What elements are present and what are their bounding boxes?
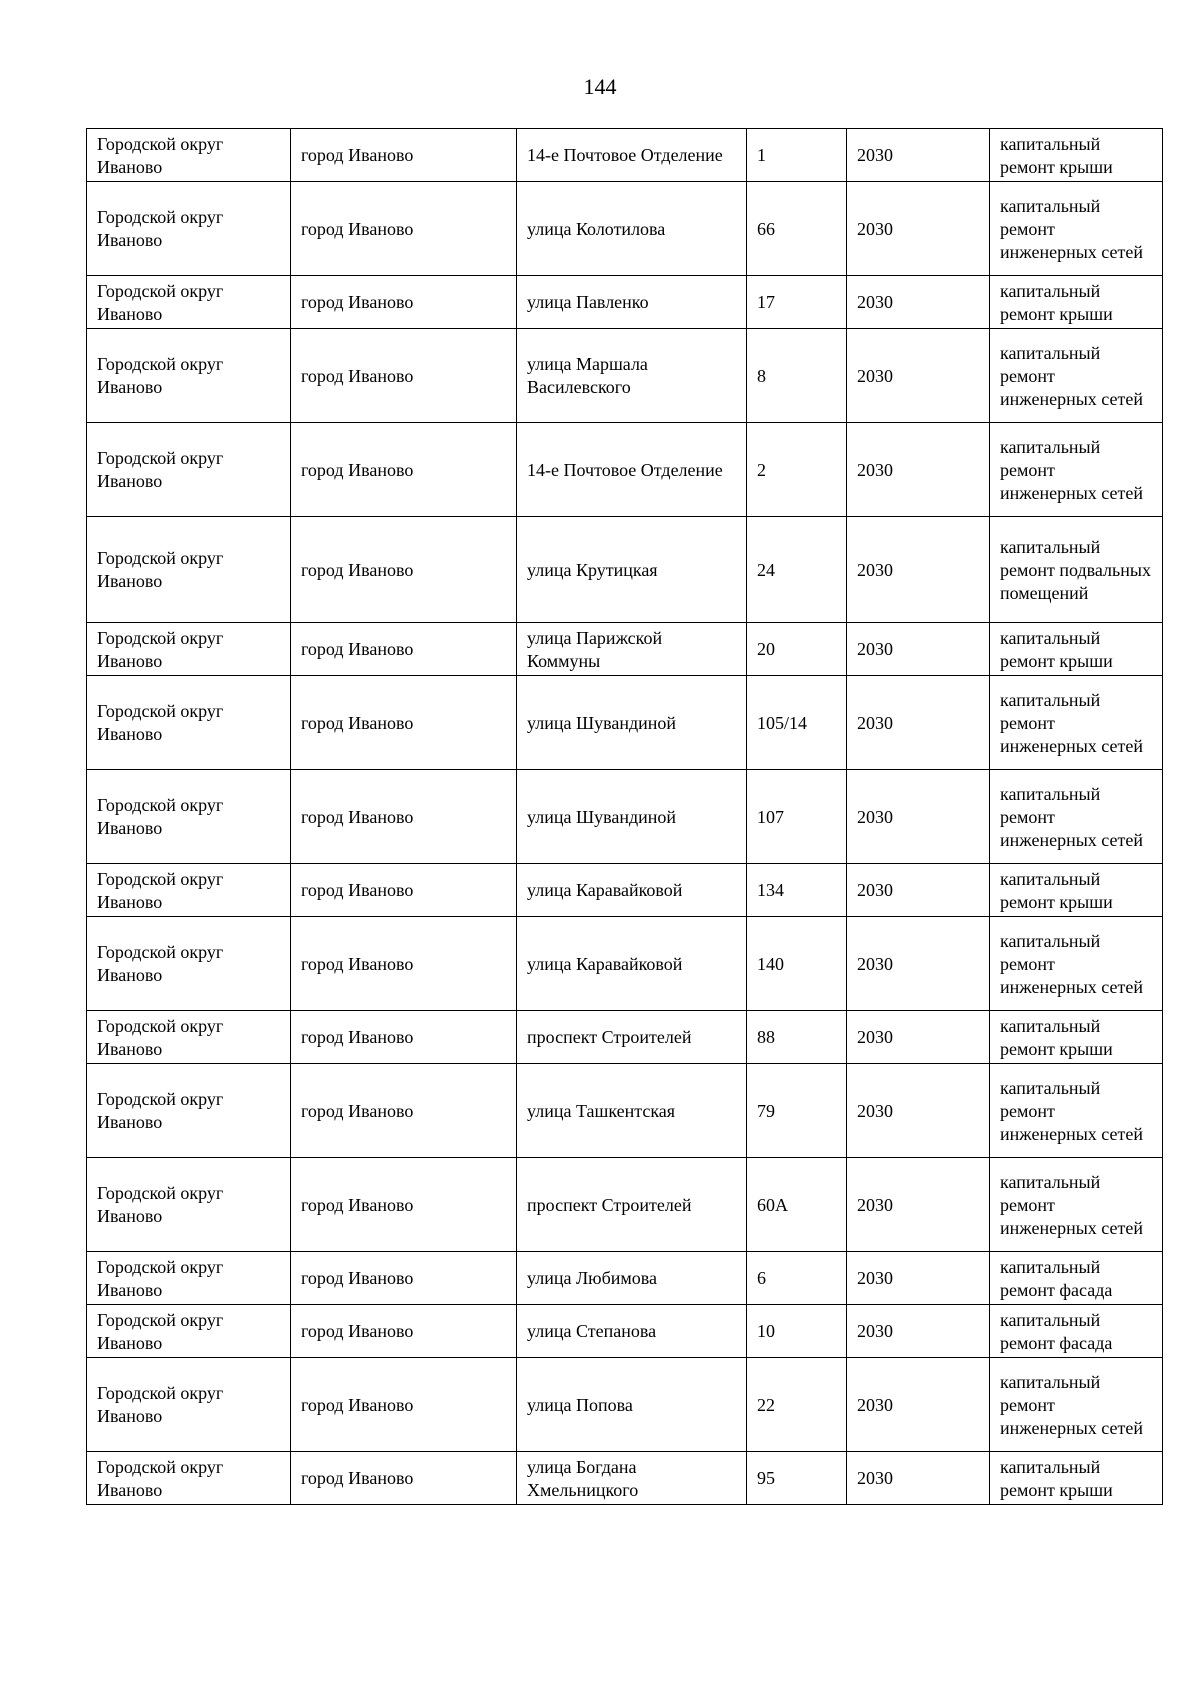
- table-row: [87, 864, 1163, 917]
- cell-district: Городской округ Иваново: [87, 329, 291, 423]
- cell-district: Городской округ Иваново: [87, 917, 291, 1011]
- cell-street: улица Каравайковой: [517, 917, 747, 1011]
- cell-district: Городской округ Иваново: [87, 1358, 291, 1452]
- cell-work-type: капитальный ремонт инженерных сетей: [990, 1358, 1163, 1452]
- cell-work-type: капитальный ремонт крыши: [990, 1011, 1163, 1064]
- cell-house: 17: [747, 276, 847, 329]
- cell-house: 95: [747, 1452, 847, 1505]
- cell-locality: город Иваново: [291, 423, 517, 517]
- cell-year: 2030: [847, 864, 990, 917]
- cell-district: Городской округ Иваново: [87, 423, 291, 517]
- cell-work-type: капитальный ремонт крыши: [990, 623, 1163, 676]
- cell-street: 14-е Почтовое Отделение: [517, 423, 747, 517]
- cell-street: улица Любимова: [517, 1252, 747, 1305]
- cell-work-type: капитальный ремонт инженерных сетей: [990, 917, 1163, 1011]
- cell-house: 79: [747, 1064, 847, 1158]
- cell-house: 6: [747, 1252, 847, 1305]
- table-row: [87, 329, 1163, 423]
- cell-year: 2030: [847, 1158, 990, 1252]
- cell-work-type: капитальный ремонт крыши: [990, 1452, 1163, 1505]
- cell-house: 88: [747, 1011, 847, 1064]
- cell-house: 107: [747, 770, 847, 864]
- table-row: [87, 1158, 1163, 1252]
- cell-year: 2030: [847, 917, 990, 1011]
- cell-house: 8: [747, 329, 847, 423]
- cell-district: Городской округ Иваново: [87, 676, 291, 770]
- cell-house: 140: [747, 917, 847, 1011]
- table-row: [87, 917, 1163, 1011]
- cell-work-type: капитальный ремонт инженерных сетей: [990, 329, 1163, 423]
- table-row: [87, 1064, 1163, 1158]
- table-row: [87, 1305, 1163, 1358]
- cell-house: 10: [747, 1305, 847, 1358]
- cell-house: 134: [747, 864, 847, 917]
- cell-work-type: капитальный ремонт инженерных сетей: [990, 676, 1163, 770]
- cell-house: 66: [747, 182, 847, 276]
- table-row: [87, 1358, 1163, 1452]
- table-row: [87, 276, 1163, 329]
- cell-street: улица Богдана Хмельницкого: [517, 1452, 747, 1505]
- cell-street: 14-е Почтовое Отделение: [517, 129, 747, 182]
- cell-year: 2030: [847, 517, 990, 623]
- cell-house: 105/14: [747, 676, 847, 770]
- cell-street: улица Маршала Василевского: [517, 329, 747, 423]
- cell-year: 2030: [847, 1064, 990, 1158]
- cell-work-type: капитальный ремонт подвальных помещений: [990, 517, 1163, 623]
- cell-district: Городской округ Иваново: [87, 517, 291, 623]
- cell-locality: город Иваново: [291, 676, 517, 770]
- cell-street: улица Шувандиной: [517, 676, 747, 770]
- table-row: [87, 129, 1163, 182]
- table-row: [87, 1452, 1163, 1505]
- cell-district: Городской округ Иваново: [87, 770, 291, 864]
- cell-house: 24: [747, 517, 847, 623]
- table-row: [87, 1011, 1163, 1064]
- cell-year: 2030: [847, 1252, 990, 1305]
- table-row: [87, 623, 1163, 676]
- cell-locality: город Иваново: [291, 623, 517, 676]
- cell-house: 1: [747, 129, 847, 182]
- cell-street: улица Крутицкая: [517, 517, 747, 623]
- cell-locality: город Иваново: [291, 182, 517, 276]
- cell-work-type: капитальный ремонт фасада: [990, 1252, 1163, 1305]
- cell-year: 2030: [847, 676, 990, 770]
- page-number: 144: [583, 74, 617, 99]
- cell-street: улица Колотилова: [517, 182, 747, 276]
- table-row: [87, 182, 1163, 276]
- cell-district: Городской округ Иваново: [87, 129, 291, 182]
- cell-locality: город Иваново: [291, 1252, 517, 1305]
- cell-district: Городской округ Иваново: [87, 276, 291, 329]
- cell-year: 2030: [847, 770, 990, 864]
- cell-year: 2030: [847, 1305, 990, 1358]
- cell-year: 2030: [847, 276, 990, 329]
- cell-year: 2030: [847, 129, 990, 182]
- cell-work-type: капитальный ремонт инженерных сетей: [990, 1158, 1163, 1252]
- cell-work-type: капитальный ремонт инженерных сетей: [990, 1064, 1163, 1158]
- cell-work-type: капитальный ремонт крыши: [990, 276, 1163, 329]
- cell-locality: город Иваново: [291, 1358, 517, 1452]
- cell-district: Городской округ Иваново: [87, 864, 291, 917]
- cell-locality: город Иваново: [291, 1158, 517, 1252]
- cell-work-type: капитальный ремонт фасада: [990, 1305, 1163, 1358]
- cell-street: улица Ташкентская: [517, 1064, 747, 1158]
- table-row: [87, 517, 1163, 623]
- cell-year: 2030: [847, 1358, 990, 1452]
- cell-year: 2030: [847, 1011, 990, 1064]
- table-row: [87, 1252, 1163, 1305]
- cell-locality: город Иваново: [291, 770, 517, 864]
- cell-locality: город Иваново: [291, 276, 517, 329]
- table-row: [87, 676, 1163, 770]
- cell-house: 22: [747, 1358, 847, 1452]
- cell-locality: город Иваново: [291, 864, 517, 917]
- cell-street: проспект Строителей: [517, 1011, 747, 1064]
- cell-work-type: капитальный ремонт инженерных сетей: [990, 182, 1163, 276]
- cell-district: Городской округ Иваново: [87, 1064, 291, 1158]
- cell-street: улица Шувандиной: [517, 770, 747, 864]
- cell-locality: город Иваново: [291, 917, 517, 1011]
- cell-locality: город Иваново: [291, 1011, 517, 1064]
- cell-work-type: капитальный ремонт инженерных сетей: [990, 770, 1163, 864]
- cell-house: 20: [747, 623, 847, 676]
- cell-district: Городской округ Иваново: [87, 1011, 291, 1064]
- repair-schedule-table: [86, 128, 1163, 1505]
- cell-street: улица Степанова: [517, 1305, 747, 1358]
- table-row: [87, 423, 1163, 517]
- cell-street: улица Попова: [517, 1358, 747, 1452]
- cell-district: Городской округ Иваново: [87, 182, 291, 276]
- cell-locality: город Иваново: [291, 517, 517, 623]
- cell-street: улица Парижской Коммуны: [517, 623, 747, 676]
- table-row: [87, 770, 1163, 864]
- cell-locality: город Иваново: [291, 1305, 517, 1358]
- cell-street: улица Павленко: [517, 276, 747, 329]
- cell-locality: город Иваново: [291, 329, 517, 423]
- cell-year: 2030: [847, 623, 990, 676]
- cell-house: 60А: [747, 1158, 847, 1252]
- cell-work-type: капитальный ремонт инженерных сетей: [990, 423, 1163, 517]
- cell-locality: город Иваново: [291, 1064, 517, 1158]
- cell-house: 2: [747, 423, 847, 517]
- cell-year: 2030: [847, 423, 990, 517]
- cell-work-type: капитальный ремонт крыши: [990, 864, 1163, 917]
- cell-district: Городской округ Иваново: [87, 1252, 291, 1305]
- cell-district: Городской округ Иваново: [87, 1452, 291, 1505]
- cell-locality: город Иваново: [291, 1452, 517, 1505]
- cell-street: проспект Строителей: [517, 1158, 747, 1252]
- cell-street: улица Каравайковой: [517, 864, 747, 917]
- cell-district: Городской округ Иваново: [87, 1158, 291, 1252]
- cell-district: Городской округ Иваново: [87, 1305, 291, 1358]
- cell-year: 2030: [847, 1452, 990, 1505]
- cell-year: 2030: [847, 182, 990, 276]
- cell-work-type: капитальный ремонт крыши: [990, 129, 1163, 182]
- cell-locality: город Иваново: [291, 129, 517, 182]
- cell-district: Городской округ Иваново: [87, 623, 291, 676]
- cell-year: 2030: [847, 329, 990, 423]
